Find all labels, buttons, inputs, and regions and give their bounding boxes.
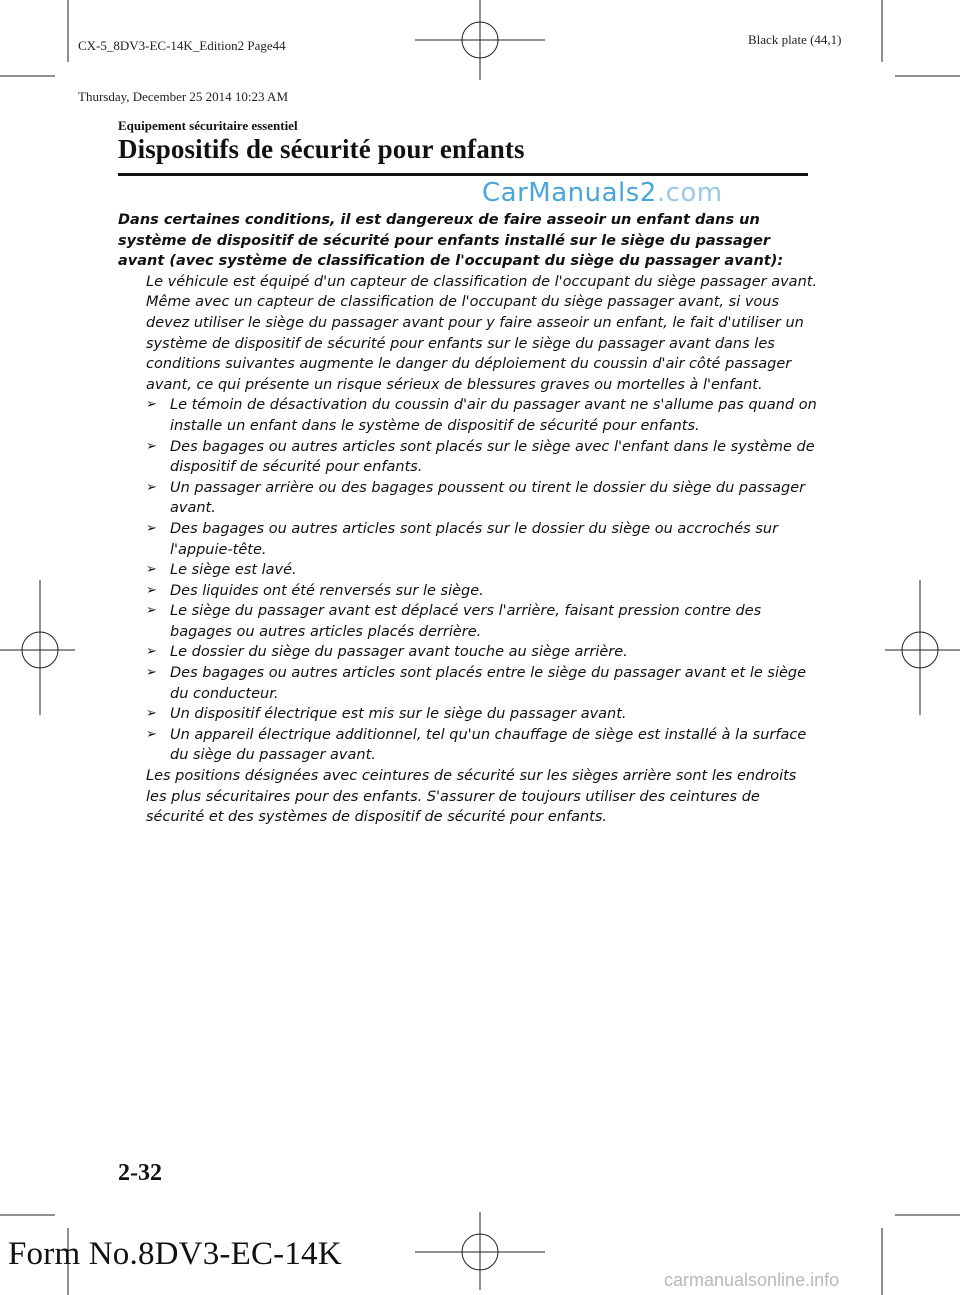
warning-bullet-text: Un dispositif électrique est mis sur le siège du passager avant. — [170, 706, 627, 723]
warning-bullet-text: Le dossier du siège du passager avant touche au siège arrière. — [170, 644, 628, 661]
warning-bullet-item — [146, 725, 818, 766]
warning-bullet-text: Des bagages ou autres articles sont placés entre le siège du passager avant et le siège du conducteur. — [170, 665, 807, 702]
warning-bullet-text: Le siège est lavé. — [170, 562, 297, 579]
registration-target-bottom — [415, 1212, 545, 1290]
arrow-bullet-icon: ➢ — [146, 726, 157, 742]
warning-bullet-text: Des bagages ou autres articles sont placés sur le dossier du siège ou accrochés sur l'appuie-tête. — [170, 520, 779, 558]
arrow-bullet-icon: ➢ — [146, 665, 157, 681]
registration-target-top — [415, 0, 545, 80]
warning-bullet-list — [118, 395, 818, 766]
warning-bullet-item — [146, 478, 818, 519]
arrow-bullet-icon: ➢ — [146, 644, 157, 660]
registration-target-right — [885, 580, 960, 715]
arrow-bullet-icon: ➢ — [146, 706, 157, 722]
warning-bullet-text: Un appareil électrique additionnel, tel qu'un chauffage de siège est installé à la surface du siège du passager avant. — [170, 726, 807, 764]
arrow-bullet-icon: ➢ — [146, 438, 157, 454]
warning-bullet-item — [146, 395, 818, 436]
arrow-bullet-icon: ➢ — [146, 479, 157, 495]
warning-bullet-item — [146, 519, 818, 560]
warning-intro: Le véhicule est équipé d'un capteur de classification de l'occupant du siège passager avant. Même avec un capteur de classification de l'occupant du siège passager avant, si vous devez utiliser le siège du passager avant pour y faire asseoir un enfant, le fait d'utiliser un système de dispositif de sécurité pour enfants sur le siège du passager avant dans les conditions suivantes augmente le danger du déploiement du coussin d'air côté passager avant, ce qui présente un risque sérieux de blessures graves ou mortelles à l'enfant. — [146, 273, 818, 393]
watermark-brand: CarManuals2 — [482, 178, 657, 208]
warning-closing: Les positions désignées avec ceintures de sécurité sur les sièges arrière sont les endroits les plus sécuritaires pour des enfants. S'assurer de toujours utiliser des ceintures de sécurité et des systèmes de dispositif de sécurité pour enfants. — [146, 768, 797, 826]
warning-bullet-text: Le témoin de désactivation du coussin d'air du passager avant ne s'allume pas quand on installe un enfant dans le système de dispositif de sécurité pour enfants. — [170, 397, 817, 434]
arrow-bullet-icon: ➢ — [146, 603, 157, 619]
warning-bullet-item — [146, 642, 818, 663]
warning-bullet-text: Le siège du passager avant est déplacé vers l'arrière, faisant pression contre des bagages ou autres articles placés derrière. — [170, 603, 762, 640]
warning-bullet-text: Des liquides ont été renversés sur le siège. — [170, 582, 484, 599]
arrow-bullet-icon: ➢ — [146, 562, 157, 578]
page-number: 2-32 — [118, 1160, 162, 1186]
warning-bullet-item — [146, 560, 818, 581]
print-slug — [78, 3, 288, 122]
warning-bullet-item — [146, 704, 818, 725]
warning-lead: Dans certaines conditions, il est dangereux de faire asseoir un enfant dans un système de dispositif de sécurité pour enfants installé sur le siège du passager avant (avec système de classification de l'occupant du siège du passager avant): — [118, 212, 784, 270]
warning-bullet-text: Des bagages ou autres articles sont placés sur le siège avec l'enfant dans le système de dispositif de sécurité pour enfants. — [170, 438, 815, 476]
registration-target-left — [0, 580, 75, 715]
watermark-logo — [482, 178, 723, 208]
watermark-suffix: .com — [656, 178, 723, 208]
arrow-bullet-icon: ➢ — [146, 582, 157, 598]
title-rule — [118, 173, 808, 176]
warning-bullet-item — [146, 601, 818, 642]
page-title: Dispositifs de sécurité pour enfants — [118, 134, 525, 164]
source-site-watermark: carmanualsonline.info — [664, 1270, 840, 1290]
warning-block — [118, 210, 818, 828]
print-slug-line1: CX-5_8DV3-EC-14K_Edition2 Page44 — [78, 38, 286, 53]
warning-bullet-text: Un passager arrière ou des bagages poussent ou tirent le dossier du siège du passager avant. — [170, 479, 806, 517]
warning-bullet-item — [146, 437, 818, 478]
warning-bullet-item — [146, 581, 818, 602]
warning-bullet-item — [146, 663, 818, 704]
section-heading: Equipement sécuritaire essentiel — [118, 118, 298, 133]
arrow-bullet-icon: ➢ — [146, 397, 157, 413]
print-slug-line2: Thursday, December 25 2014 10:23 AM — [78, 89, 289, 104]
black-plate-label: Black plate (44,1) — [748, 32, 842, 47]
form-number: Form No.8DV3-EC-14K — [8, 1236, 342, 1272]
arrow-bullet-icon: ➢ — [146, 520, 157, 536]
